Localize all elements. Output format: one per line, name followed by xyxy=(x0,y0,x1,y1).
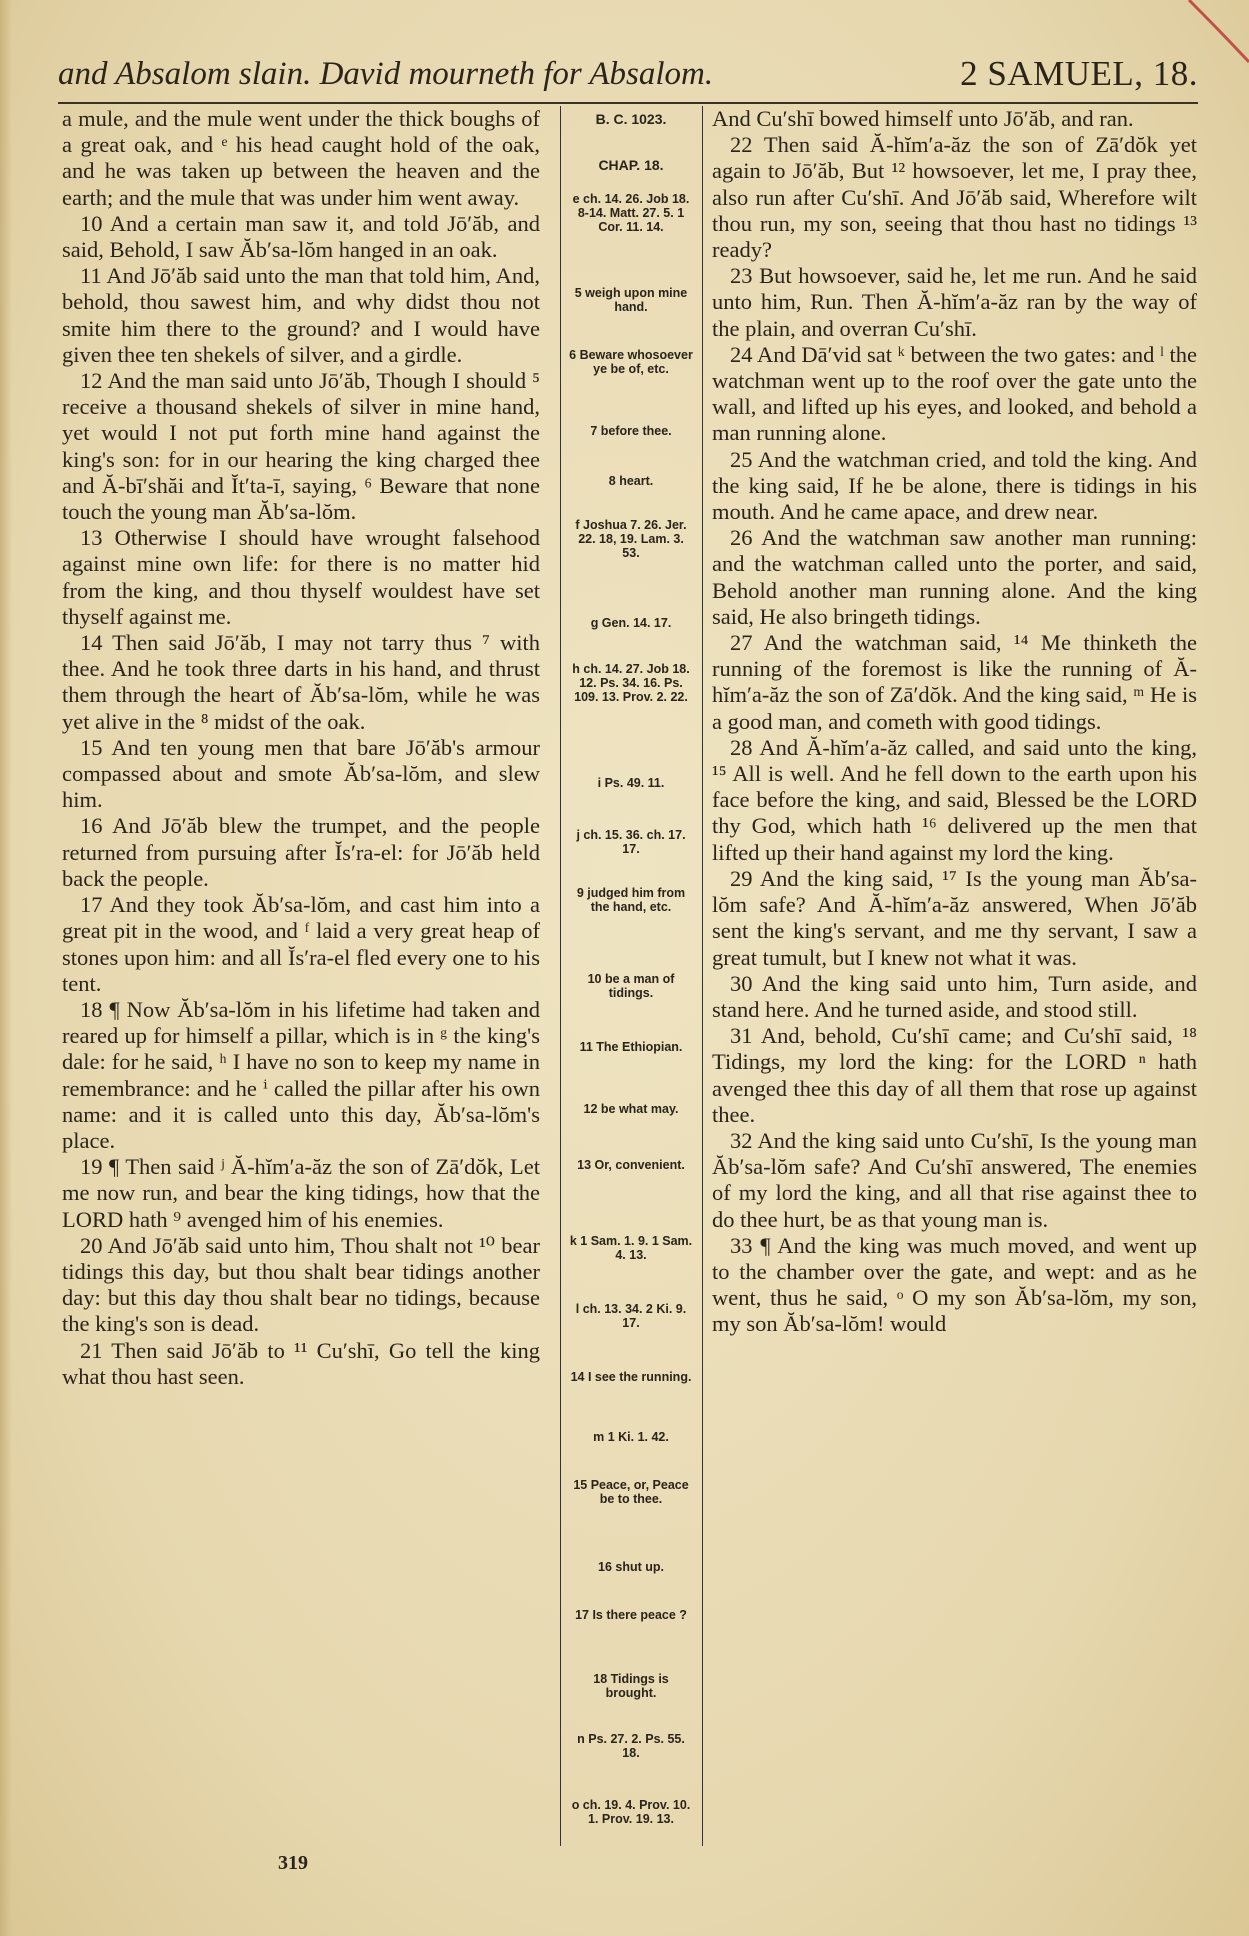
margin-ref-n: n Ps. 27. 2. Ps. 55. 18. xyxy=(577,1732,685,1760)
verse-27: 27 And the watchman said, ¹⁴ Me thinketh the running of the foremost is like the running of Ă-hĭm′a-ăz the son of Zā′dŏk. And the king said, ᵐ He is a good man, and cometh with good tidings. xyxy=(712,630,1197,734)
header-topic: and Absalom slain. David mourneth for Absalom. xyxy=(58,56,714,92)
page-number: 319 xyxy=(278,1852,308,1874)
margin-date: B. C. 1023. xyxy=(595,111,667,127)
running-header xyxy=(58,52,1198,104)
verse-31: 31 And, behold, Cu′shī came; and Cu′shī said, ¹⁸ Tidings, my lord the king: for the LORD ⁿ hath avenged thee this day of all them that rose up against thee. xyxy=(712,1023,1197,1127)
verse-21-cont: And Cu′shī bowed himself unto Jō′ăb, and ran. xyxy=(712,106,1134,131)
margin-ref-m: m 1 Ki. 1. 42. xyxy=(593,1430,669,1444)
margin-ref-10: 10 be a man of tidings. xyxy=(587,972,675,1000)
margin-ref-o: o ch. 19. 4. Prov. 10. 1. Prov. 19. 13. xyxy=(571,1798,691,1826)
verse-15: 15 And ten young men that bare Jō′ăb's armour compassed about and smote Ăb′sa-lŏm, and slew him. xyxy=(62,734,540,813)
verse-11: 11 And Jō′ăb said unto the man that told him, And, behold, thou sawest him, and why didst thou not smite him there to the ground? and I would have given thee ten shekels of silver, and a girdle. xyxy=(62,263,540,367)
verse-29: 29 And the king said, ¹⁷ Is the young man Ăb′sa-lŏm safe? And Ă-hĭm′a-ăz answered, When Jō′ăb sent the king's servant, and me thy servant, I saw a great tumult, but I knew not what it was. xyxy=(712,865,1197,970)
verse-18: 18 ¶ Now Ăb′sa-lŏm in his lifetime had taken and reared up for himself a pillar, which is in ᵍ the king's dale: for he said, ʰ I have no son to keep my name in remembrance: and he ⁱ called the pillar after his own name: and it is called unto this day, Ăb′sa-lŏm's place. xyxy=(62,996,540,1153)
margin-ref-14: 14 I see the running. xyxy=(570,1370,692,1384)
margin-ref-18: 18 Tidings is brought. xyxy=(593,1672,669,1700)
margin-ref-5: 5 weigh upon mine hand. xyxy=(574,286,688,314)
margin-ref-15: 15 Peace, or, Peace be to thee. xyxy=(573,1478,689,1506)
margin-ref-12: 12 be what may. xyxy=(583,1102,679,1116)
margin-ref-11: 11 The Ethiopian. xyxy=(579,1040,683,1054)
margin-ref-g: g Gen. 14. 17. xyxy=(590,616,672,630)
margin-ref-16: 16 shut up. xyxy=(598,1560,664,1574)
page-spine-shadow xyxy=(0,0,12,1936)
margin-ref-h: h ch. 14. 27. Job 18. 12. Ps. 34. 16. Ps. 109. 13. Prov. 2. 22. xyxy=(572,662,690,704)
verse-22: 22 Then said Ă-hĭm′a-ăz the son of Zā′dŏk yet again to Jō′ăb, But ¹² howsoever, let me, I pray thee, also run after Cu′shī. And Jō′ăb said, Wherefore wilt thou run, my son, seeing that thou hast no tidings ¹³ ready? xyxy=(712,132,1197,263)
header-book-chapter: 2 SAMUEL, 18. xyxy=(960,54,1198,93)
verse-23: 23 But howsoever, said he, let me run. And he said unto him, Run. Then Ă-hĭm′a-ăz ran by the way of the plain, and overran Cu′shī. xyxy=(712,263,1197,341)
verse-12: 12 And the man said unto Jō′ăb, Though I should ⁵ receive a thousand shekels of silver in mine hand, yet would I not put forth mine hand against the king's son: for in our hearing the king charged thee and Ă-bī′shăi and Ĭt′ta-ī, saying, ⁶ Beware that none touch the young man Ăb′sa-lŏm. xyxy=(62,368,540,525)
margin-ref-e: e ch. 14. 26. Job 18. 8-14. Matt. 27. 5. 1 Cor. 11. 14. xyxy=(572,192,690,234)
margin-ref-13: 13 Or, convenient. xyxy=(577,1158,685,1172)
verse-19: 19 ¶ Then said ʲ Ă-hĭm′a-ăz the son of Zā′dŏk, Let me now run, and bear the king tidings, how that the LORD hath ⁹ avenged him of his enemies. xyxy=(62,1154,540,1232)
margin-ref-9: 9 judged him from the hand, etc. xyxy=(576,886,686,914)
verse-10: 10 And a certain man saw it, and told Jō′ăb, and said, Behold, I saw Ăb′sa-lŏm hanged in an oak. xyxy=(62,210,540,263)
margin-ref-f: f Joshua 7. 26. Jer. 22. 18, 19. Lam. 3. 53. xyxy=(575,518,687,560)
margin-ref-6: 6 Beware whosoever ye be of, etc. xyxy=(569,348,693,376)
verse-33: 33 ¶ And the king was much moved, and went up to the chamber over the gate, and wept: and as he went, thus he said, ᵒ O my son Ăb′sa-lŏm, my son, my son Ăb′sa-lŏm! would xyxy=(712,1232,1197,1337)
verse-16: 16 And Jō′ăb blew the trumpet, and the people returned from pursuing after Ĭs′ra-el: for Jō′ăb held back the people. xyxy=(62,813,540,891)
verse-20: 20 And Jō′ăb said unto him, Thou shalt not ¹⁰ bear tidings this day, but thou shalt bear tidings another day: but this day thou shalt bear no tidings, because the king's son is dead. xyxy=(62,1232,540,1337)
margin-ref-8: 8 heart. xyxy=(608,474,654,488)
margin-ref-7: 7 before thee. xyxy=(590,424,672,438)
margin-ref-k: k 1 Sam. 1. 9. 1 Sam. 4. 13. xyxy=(569,1234,693,1262)
verse-30: 30 And the king said unto him, Turn aside, and stand here. And he turned aside, and stood still. xyxy=(712,970,1197,1022)
left-text-column xyxy=(62,106,540,1390)
verse-9-cont: a mule, and the mule went under the thick boughs of a great oak, and ᵉ his head caught hold of the oak, and he was taken up between the heaven and the earth; and the mule that was under him went away. xyxy=(62,106,540,210)
verse-28: 28 And Ă-hĭm′a-ăz called, and said unto the king, ¹⁵ All is well. And he fell down to the earth upon his face before the king, and said, Blessed be the LORD thy God, which hath ¹⁶ delivered up the men that lifted up their hand against my lord the king. xyxy=(712,734,1197,865)
right-text-column xyxy=(712,106,1197,1338)
verse-26: 26 And the watchman saw another man running: and the watchman called unto the porter, and said, Behold another man running alone. And the king said, He also bringeth tidings. xyxy=(712,525,1197,629)
verse-13: 13 Otherwise I should have wrought falsehood against mine own life: for there is no matter hid from the king, and thou thyself wouldest have set thyself against me. xyxy=(62,525,540,629)
margin-ref-i: i Ps. 49. 11. xyxy=(597,776,665,790)
margin-ref-17: 17 Is there peace ? xyxy=(575,1608,687,1622)
margin-ref-j: j ch. 15. 36. ch. 17. 17. xyxy=(576,828,686,856)
verse-32: 32 And the king said unto Cu′shī, Is the young man Ăb′sa-lŏm safe? And Cu′shī answered, The enemies of my lord the king, and all that rise against thee to do thee hurt, be as that young man is. xyxy=(712,1127,1197,1232)
verse-14: 14 Then said Jō′ăb, I may not tarry thus ⁷ with thee. And he took three darts in his hand, and thrust them through the heart of Ăb′sa-lŏm, while he was yet alive in the ⁸ midst of the oak. xyxy=(62,630,540,734)
verse-21: 21 Then said Jō′ăb to ¹¹ Cu′shī, Go tell the king what thou hast seen. xyxy=(62,1337,540,1389)
margin-chapter: CHAP. 18. xyxy=(598,157,664,173)
verse-17: 17 And they took Ăb′sa-lŏm, and cast him into a great pit in the wood, and ᶠ laid a very great heap of stones upon him: and all Ĭs′ra-el fled every one to his tent. xyxy=(62,892,540,996)
verse-24: 24 And Dā′vid sat ᵏ between the two gates: and ˡ the watchman went up to the roof over the gate unto the wall, and lifted up his eyes, and looked, and behold a man running alone. xyxy=(712,341,1197,446)
column-rule-right xyxy=(702,106,703,1846)
center-reference-column xyxy=(560,106,702,1846)
verse-25: 25 And the watchman cried, and told the king. And the king said, If he be alone, there is tidings in his mouth. And he came apace, and drew near. xyxy=(712,446,1197,525)
margin-ref-l: l ch. 13. 34. 2 Ki. 9. 17. xyxy=(575,1302,687,1330)
